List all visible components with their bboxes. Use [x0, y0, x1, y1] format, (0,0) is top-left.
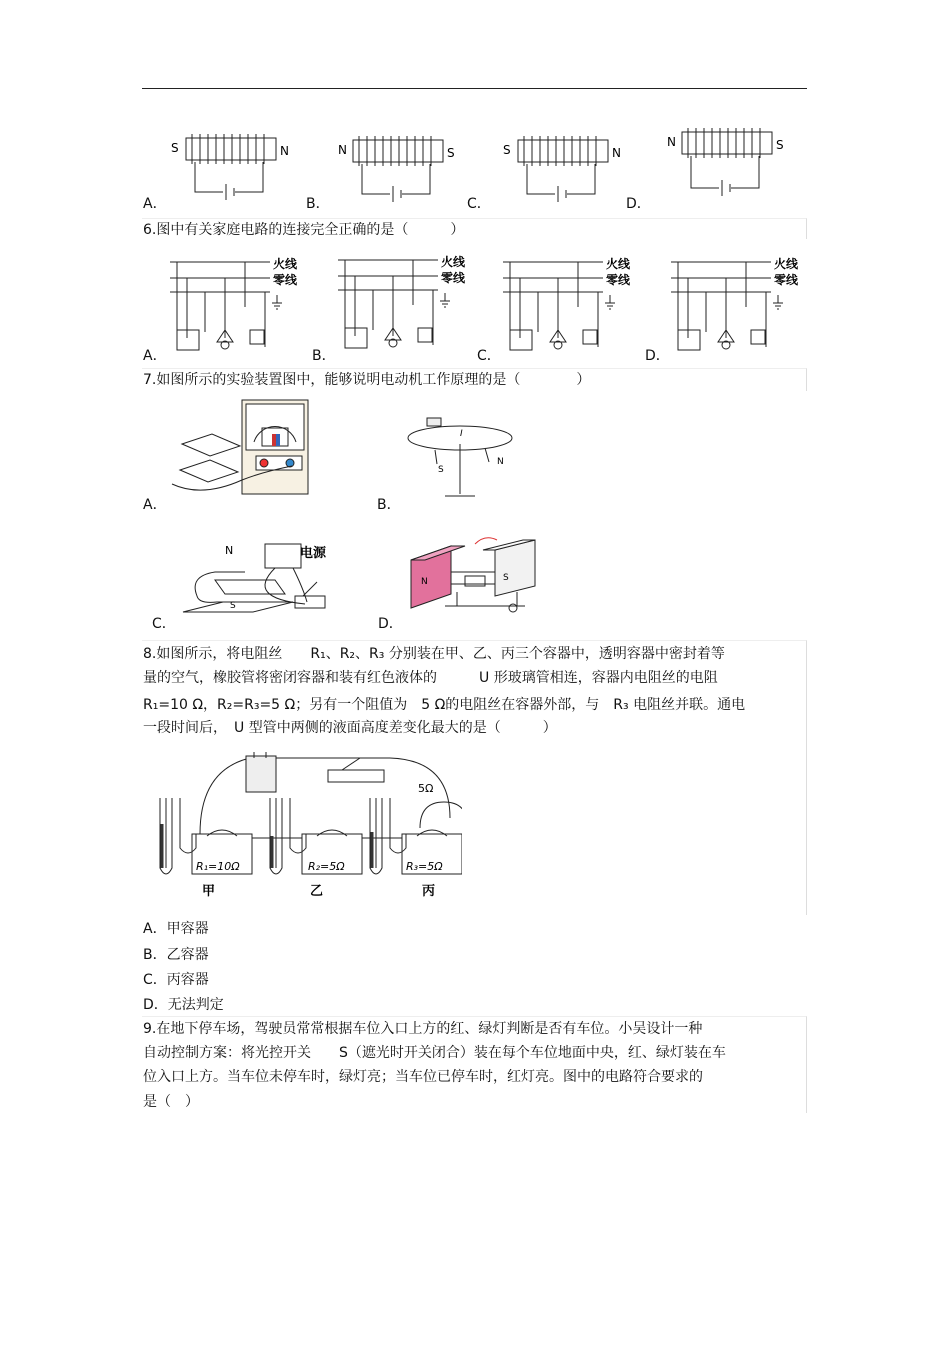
q5-figure-a	[168, 128, 298, 210]
switch-label: S	[230, 601, 236, 611]
pole-label: S	[171, 141, 179, 155]
q8-line-4: 一段时间后， U 型管中两侧的液面高度差变化最大的是（ ）	[143, 720, 557, 736]
q8-answer-b[interactable]: B．乙容器	[143, 947, 209, 963]
q5-option-b[interactable]: B．	[306, 196, 330, 212]
pole-label: S	[503, 143, 511, 157]
q6-figure-c	[498, 250, 643, 355]
neutral-wire-label: 零线	[606, 273, 631, 287]
q6-option-d[interactable]: D．	[645, 348, 670, 364]
q7-option-b[interactable]: B．	[377, 497, 401, 513]
pole-label: N	[612, 146, 621, 160]
q8-answer-c[interactable]: C．丙容器	[143, 972, 209, 988]
q8-answer-a[interactable]: A．甲容器	[143, 921, 209, 937]
q9-line-4: 是（ ）	[143, 1094, 199, 1110]
neutral-wire-label: 零线	[774, 273, 799, 287]
live-wire-label: 火线	[273, 257, 298, 271]
power-label: 电源	[300, 546, 327, 561]
container-bing-label: 丙	[422, 884, 436, 899]
r1-label: R₁=10Ω	[196, 860, 240, 873]
q5-option-a[interactable]: A．	[143, 196, 167, 212]
q6-option-c[interactable]: C．	[477, 348, 501, 364]
q8-figure	[152, 748, 462, 903]
live-wire-label: 火线	[606, 257, 631, 271]
q5-figure-b	[335, 130, 465, 212]
q7-figure-a	[170, 398, 315, 500]
pole-label: N	[421, 577, 428, 587]
live-wire-label: 火线	[441, 255, 466, 269]
q6-figure-b	[333, 248, 478, 353]
pole-label: S	[447, 146, 455, 160]
pole-label: N	[497, 457, 504, 467]
q9-line-3: 位入口上方。当车位未停车时，绿灯亮；当车位已停车时，红灯亮。图中的电路符合要求的	[143, 1069, 703, 1085]
q8-line-3: R₁=10 Ω，R₂=R₃=5 Ω；另有一个阻值为 5 Ω的电阻丝在容器外部，与 R₃ 电阻丝并联。通电	[143, 697, 746, 713]
pole-label: S	[503, 573, 509, 583]
r2-label: R₂=5Ω	[308, 860, 345, 873]
q8-answer-d[interactable]: D．无法判定	[143, 997, 224, 1013]
q5-option-c[interactable]: C．	[467, 196, 491, 212]
q8-line-2: 量的空气，橡胶管将密闭容器和装有红色液体的 U 形玻璃管相连，容器内电阻丝的电阻	[143, 670, 718, 686]
q5-option-d[interactable]: D．	[626, 196, 651, 212]
pole-label: N	[667, 135, 676, 149]
q5-figure-c	[500, 130, 630, 212]
live-wire-label: 火线	[774, 257, 799, 271]
q9-line-2: 自动控制方案：将光控开关 S（遮光时开关闭合）装在每个车位地面中央，红、绿灯装在车	[143, 1045, 726, 1061]
q7-option-d[interactable]: D．	[378, 616, 403, 632]
pole-label: S	[776, 138, 784, 152]
q7-question: 7.如图所示的实验装置图中，能够说明电动机工作原理的是（ ）	[143, 372, 591, 388]
q7-figure-d	[405, 530, 545, 625]
r3-label: R₃=5Ω	[406, 860, 443, 873]
pole-label: S	[438, 465, 444, 475]
neutral-wire-label: 零线	[273, 273, 298, 287]
q6-figure-d	[666, 250, 811, 355]
q9-line-1: 9.在地下停车场，驾驶员常常根据车位入口上方的红、绿灯判断是否有车位。小吴设计一种	[143, 1021, 703, 1037]
container-jia-label: 甲	[202, 884, 216, 899]
pole-label: N	[338, 143, 347, 157]
current-label: I	[460, 429, 463, 439]
q7-option-a[interactable]: A．	[143, 497, 167, 513]
pole-label: N	[225, 544, 234, 557]
q6-option-a[interactable]: A．	[143, 348, 167, 364]
external-resistor-label: 5Ω	[418, 782, 434, 795]
q6-figure-a	[165, 250, 310, 355]
q5-figure-d	[664, 124, 794, 206]
q7-figure-b	[405, 404, 520, 502]
header-rule	[142, 88, 807, 89]
q6-option-b[interactable]: B．	[312, 348, 336, 364]
neutral-wire-label: 零线	[441, 271, 466, 285]
q7-figure-c	[175, 540, 340, 620]
q6-question: 6.图中有关家庭电路的连接完全正确的是（ ）	[143, 222, 465, 238]
container-yi-label: 乙	[310, 884, 324, 899]
pole-label: N	[280, 144, 289, 158]
q8-line-1: 8.如图所示，将电阻丝 R₁、R₂、R₃ 分别装在甲、乙、丙三个容器中，透明容器中密封着等	[143, 646, 725, 662]
q7-option-c[interactable]: C．	[152, 616, 176, 632]
